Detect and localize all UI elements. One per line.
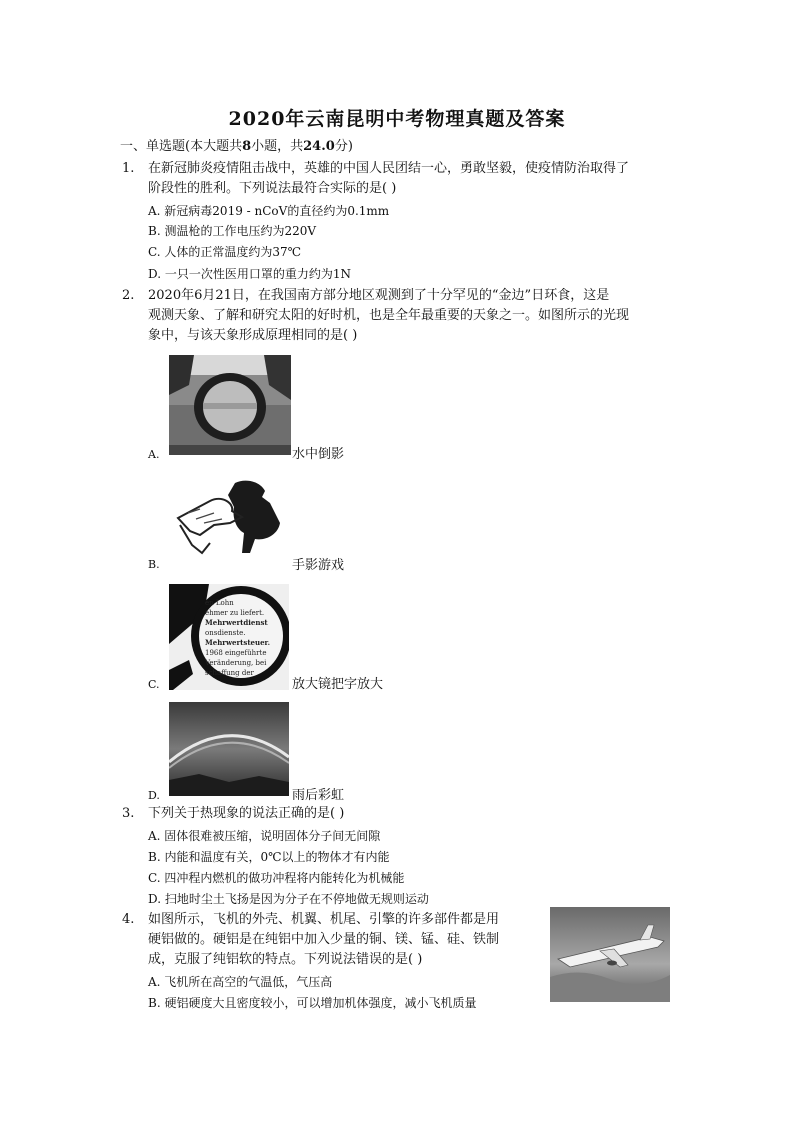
option-b: B. 测温枪的工作电压约为220V (148, 224, 317, 238)
question-number: 3. (122, 806, 135, 821)
option-c-letter: C. (148, 678, 160, 691)
option-d-letter: D. (148, 789, 160, 802)
lens-text: Veränderung, bei (205, 659, 267, 667)
option-b: B. 内能和温度有关，0℃以上的物体才有内能 (148, 850, 390, 864)
question-text: 如图所示，飞机的外壳、机翼、机尾、引擎的许多部件都是用 (148, 912, 500, 927)
lens-text: en Lohn (205, 599, 234, 607)
bridge-reflection-photo (169, 355, 291, 455)
lens-text: schaffung der (205, 669, 254, 677)
question-text: 阶段性的胜利。下列说法最符合实际的是( ) (148, 181, 397, 196)
hand-shadow-photo (170, 473, 290, 565)
option-b-caption: 手影游戏 (292, 558, 345, 573)
magnifier-photo (169, 584, 289, 690)
question-text: 在新冠肺炎疫情阻击战中，英雄的中国人民团结一心，勇敢坚毅，使疫情防治取得了 (148, 161, 630, 176)
option-d-caption: 雨后彩虹 (292, 788, 345, 803)
question-text: 观测天象、了解和研究太阳的好时机，也是全年最重要的天象之一。如图所示的光现 (148, 308, 630, 323)
option-a: A. 飞机所在高空的气温低，气压高 (148, 975, 333, 989)
lens-text: ehmer zu liefert. (205, 609, 265, 617)
lens-text: onsdienste. (205, 629, 246, 637)
option-a: A. 固体很难被压缩，说明固体分子间无间隙 (148, 829, 381, 843)
rainbow-photo (169, 702, 289, 796)
option-c: C. 人体的正常温度约为37℃ (148, 245, 302, 259)
section-heading: 一、单选题(本大题共8小题，共24.0分) (120, 139, 353, 154)
option-a-caption: 水中倒影 (292, 447, 345, 462)
question-text: 硬铝做的。硬铝是在纯铝中加入少量的铜、镁、锰、硅、铁制 (148, 932, 500, 947)
question-number: 2. (122, 288, 135, 303)
question-text: 成，克服了纯铝软的特点。下列说法错误的是( ) (148, 952, 423, 967)
question-text: 下列关于热现象的说法正确的是( ) (148, 806, 345, 821)
option-d: D. 扫地时尘土飞扬是因为分子在不停地做无规则运动 (148, 892, 429, 906)
airplane-photo (550, 907, 670, 1002)
option-c: C. 四冲程内燃机的做功冲程将内能转化为机械能 (148, 871, 405, 885)
question-number: 1. (122, 161, 135, 176)
lens-text: Mehrwertdienst (205, 618, 268, 627)
question-number: 4. (122, 912, 135, 927)
page-title: 2020年云南昆明中考物理真题及答案 (228, 108, 566, 130)
option-c-caption: 放大镜把字放大 (292, 677, 384, 692)
option-b-letter: B. (148, 558, 160, 571)
lens-text: 1968 eingeführte (205, 649, 267, 657)
option-a: A. 新冠病毒2019 - nCoV的直径约为0.1mm (148, 204, 390, 218)
lens-text: Mehrwertsteuer. (205, 638, 271, 647)
question-text: 2020年6月21日，在我国南方部分地区观测到了十分罕见的“金边”日环食，这是 (148, 288, 610, 303)
option-b: B. 硬铝硬度大且密度较小，可以增加机体强度，减小飞机质量 (148, 996, 477, 1010)
question-text: 象中，与该天象形成原理相同的是( ) (148, 328, 358, 343)
option-d: D. 一只一次性医用口罩的重力约为1N (148, 267, 351, 281)
option-a-letter: A. (148, 448, 160, 461)
